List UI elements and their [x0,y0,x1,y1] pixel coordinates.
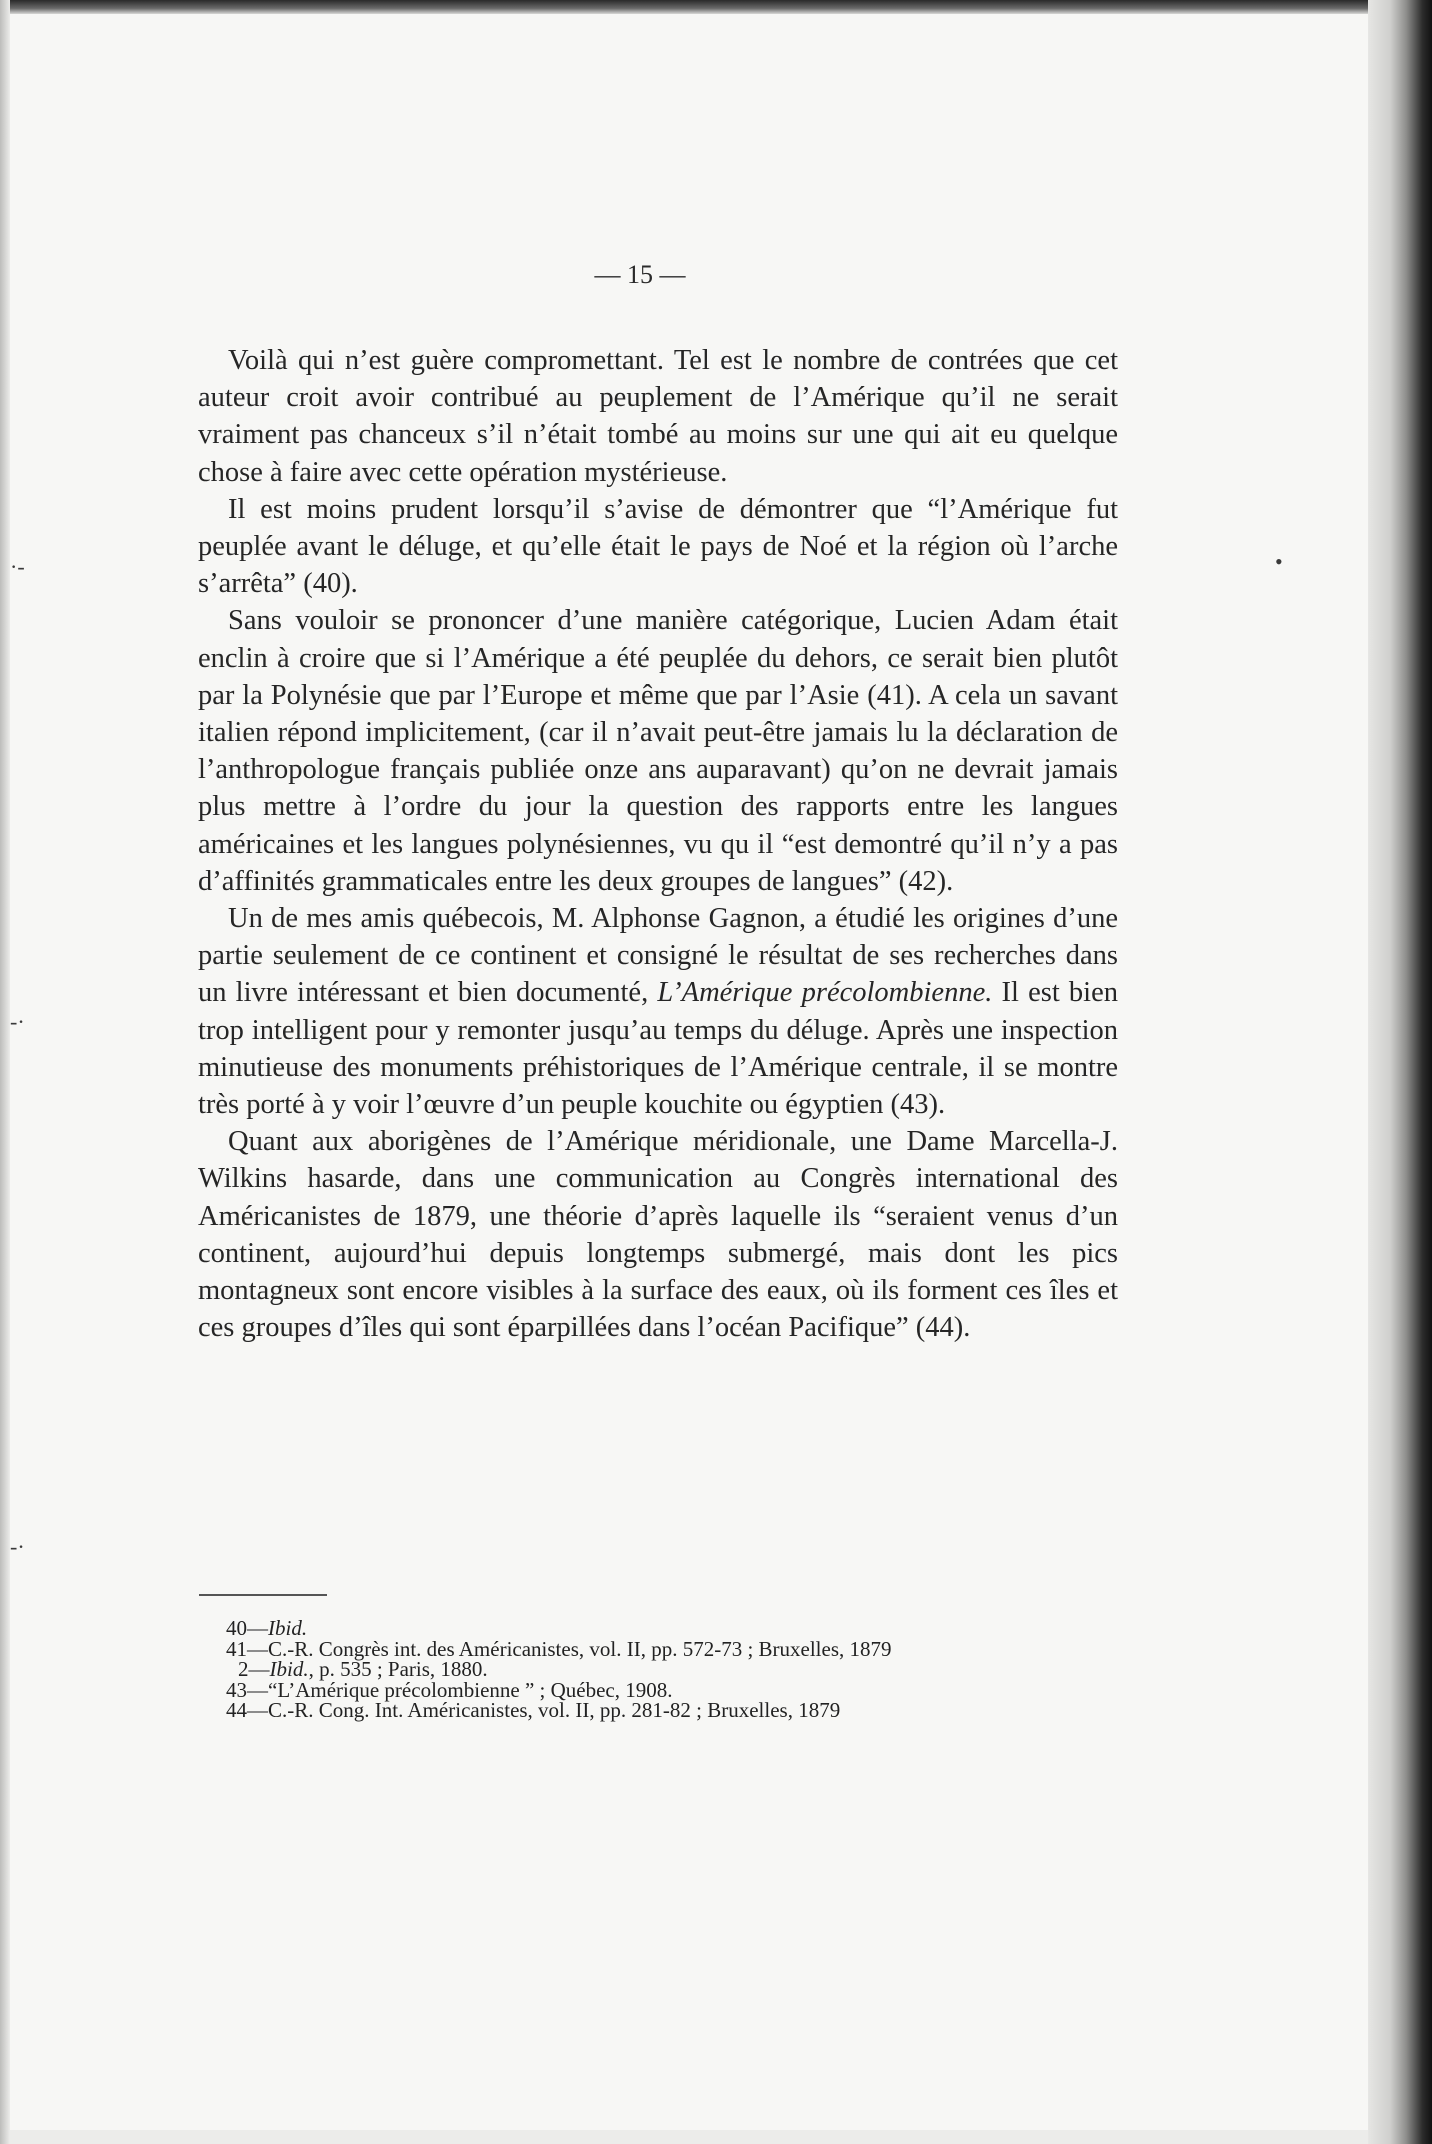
paragraph: Sans vouloir se prononcer d’une manière catégorique, Lucien Adam était enclin à croire que si l’Amérique a été peuplée du dehors, ce serait bien plutôt par la Polynésie que par l’Europe et même que par l’Asie (41). A cela un savant italien répond implicitement, (car il n’avait peut-être jamais lu la déclaration de l’anthropologue français publiée onze ans auparavant) qu’on ne devrait jamais plus mettre à l’ordre du jour la question des rapports entre les langues américaines et les langues polynésiennes, vu qu il “est demontré qu’il n’y a pas d’affinités grammaticales entre les deux groupes de langues” (42). [198,605,1118,897]
footnote [226,1677,1106,1702]
footnote-text: “L’Amérique précolombienne ” ; Québec, 1908. [268,1677,673,1702]
footnote-number: 2— [238,1657,270,1681]
margin-mark: -· [10,1009,25,1034]
page-number: — 15 — [594,260,686,289]
footnote-rule [199,1594,327,1596]
footnote [226,1700,1106,1721]
footnote-text: C.-R. Congrès int. des Américanistes, vol. II, pp. 572-73 ; Bruxelles, 1879 [268,1636,892,1661]
margin-dot: • [1275,549,1283,574]
book-title: L’Amérique précolombienne. [657,977,993,1009]
paragraph: Voilà qui n’est guère compromettant. Tel est le nombre de contrées que cet auteur croit avoir contribué au peuplement de l’Amérique qu’il ne serait vraiment pas chanceux s’il n’était tombé au moins sur une qui ait eu quelque chose à faire avec cette opération mystérieuse. [198,345,1118,488]
margin-mark: -· [10,1534,25,1559]
footnote-number: 44— [226,1698,268,1722]
footnote-number: 40— [226,1616,268,1640]
footnotes [226,1618,1106,1721]
paragraph-text: Un de mes amis québecois, M. Alphonse Gagnon, a étudié les origines d’une partie seulement de ce continent et consigné le résultat de ses recherches dans un livre intéressant et bien documenté, [198,903,1118,1009]
margin-mark: ·- [10,554,25,579]
footnote [226,1636,1106,1661]
footnote-text: , p. 535 ; Paris, 1880. [308,1657,488,1681]
paragraph: Il est moins prudent lorsqu’il s’avise de démontrer que “l’Amérique fut peuplée avant le déluge, et qu’elle était le pays de Noé et la région où l’arche s’arrêta” (40). [198,493,1118,600]
footnote [226,1618,1106,1639]
scan-right-edge [1368,0,1432,2144]
footnote [226,1659,1106,1680]
book-page [10,14,1368,2130]
scan-left-edge [0,0,10,2144]
scan-top-edge [0,0,1432,14]
paragraph: Quant aux aborigènes de l’Amérique méridionale, une Dame Marcella-J. Wilkins hasarde, dans une communication au Congrès international des Américanistes de 1879, une théorie d’après laquelle ils “seraient venus d’un continent, aujourd’hui depuis longtemps submergé, mais dont les pics montagneux sont encore visibles à la surface des eaux, où ils forment ces îles et ces groupes d’îles qui sont éparpillées dans l’océan Pacifique” (44). [198,1126,1118,1344]
body-text [198,342,1118,1346]
paragraph [198,900,1118,1123]
footnote-text: C.-R. Cong. Int. Américanistes, vol. II, pp. 281-82 ; Bruxelles, 1879 [268,1698,841,1722]
footnote-italic: Ibid. [268,1616,308,1640]
paragraph-text: Il est bien trop intelligent pour y remonter jusqu’au temps du déluge. Après une inspection minutieuse des monuments préhistoriques de l’Amérique centrale, il se montre très porté à y voir l’œuvre d’un peuple kouchite ou égyptien (43). [198,977,1118,1121]
footnote-italic: Ibid. [269,1657,309,1681]
footnote-number: 41— [226,1636,268,1661]
footnote-number: 43— [226,1677,268,1702]
